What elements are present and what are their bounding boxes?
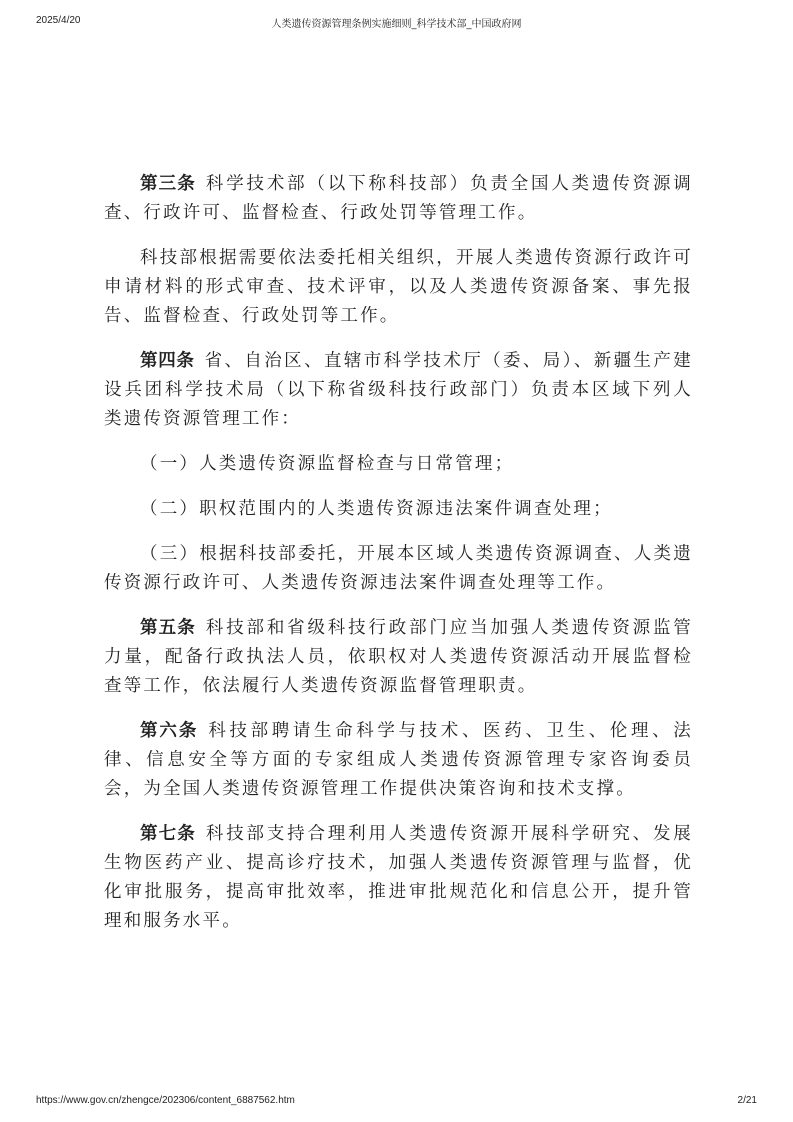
document-body: [104, 170, 693, 952]
paragraph-text: 科技部支持合理利用人类遗传资源开展科学研究、发展生物医药产业、提高诊疗技术，加强人类遗传资源管理与监督，优化审批服务，提高审批效率，推进审批规范化和信息公开，提升管理和服务水平。: [104, 824, 693, 931]
article-number: 第三条: [140, 174, 196, 194]
paragraph-article-3: [104, 170, 693, 228]
paragraph-article-3-delegation: [104, 244, 693, 331]
print-header-title: 人类遗传资源管理条例实施细则_科学技术部_中国政府网: [271, 19, 522, 30]
article-number: 第五条: [140, 618, 196, 638]
list-item-3: [104, 540, 693, 598]
print-header-date: 2025/4/20: [36, 15, 81, 26]
paragraph-text: 科技部和省级科技行政部门应当加强人类遗传资源监管力量，配备行政执法人员，依职权对人类遗传资源活动开展监督检查等工作，依法履行人类遗传资源监督管理职责。: [104, 618, 693, 696]
print-footer-url: https://www.gov.cn/zhengce/202306/content_6887562.htm: [36, 1095, 295, 1106]
paragraph-article-4: [104, 347, 693, 434]
paragraph-text: （一）人类遗传资源监督检查与日常管理；: [140, 454, 515, 474]
paragraph-article-6: [104, 717, 693, 804]
paragraph-text: （三）根据科技部委托，开展本区域人类遗传资源调查、人类遗传资源行政许可、人类遗传资源违法案件调查处理等工作。: [104, 544, 693, 593]
article-number: 第四条: [140, 351, 195, 371]
list-item-1: [104, 450, 693, 479]
paragraph-article-7: [104, 820, 693, 936]
paragraph-text: 科技部根据需要依法委托相关组织，开展人类遗传资源行政许可申请材料的形式审查、技术评审，以及人类遗传资源备案、事先报告、监督检查、行政处罚等工作。: [104, 248, 693, 326]
paragraph-text: （二）职权范围内的人类遗传资源违法案件调查处理；: [140, 499, 613, 519]
paragraph-text: 省、自治区、直辖市科学技术厅（委、局）、新疆生产建设兵团科学技术局（以下称省级科技行政部门）负责本区域下列人类遗传资源管理工作：: [104, 351, 694, 429]
article-number: 第七条: [140, 824, 196, 844]
paragraph-text: 科技部聘请生命科学与技术、医药、卫生、伦理、法律、信息安全等方面的专家组成人类遗传资源管理专家咨询委员会，为全国人类遗传资源管理工作提供决策咨询和技术支撑。: [104, 721, 693, 799]
list-item-2: [104, 495, 693, 524]
paragraph-text: 科学技术部（以下称科技部）负责全国人类遗传资源调查、行政许可、监督检查、行政处罚等管理工作。: [104, 174, 693, 223]
print-footer-page-number: 2/21: [737, 1095, 757, 1106]
article-number: 第六条: [140, 721, 199, 741]
paragraph-article-5: [104, 614, 693, 701]
